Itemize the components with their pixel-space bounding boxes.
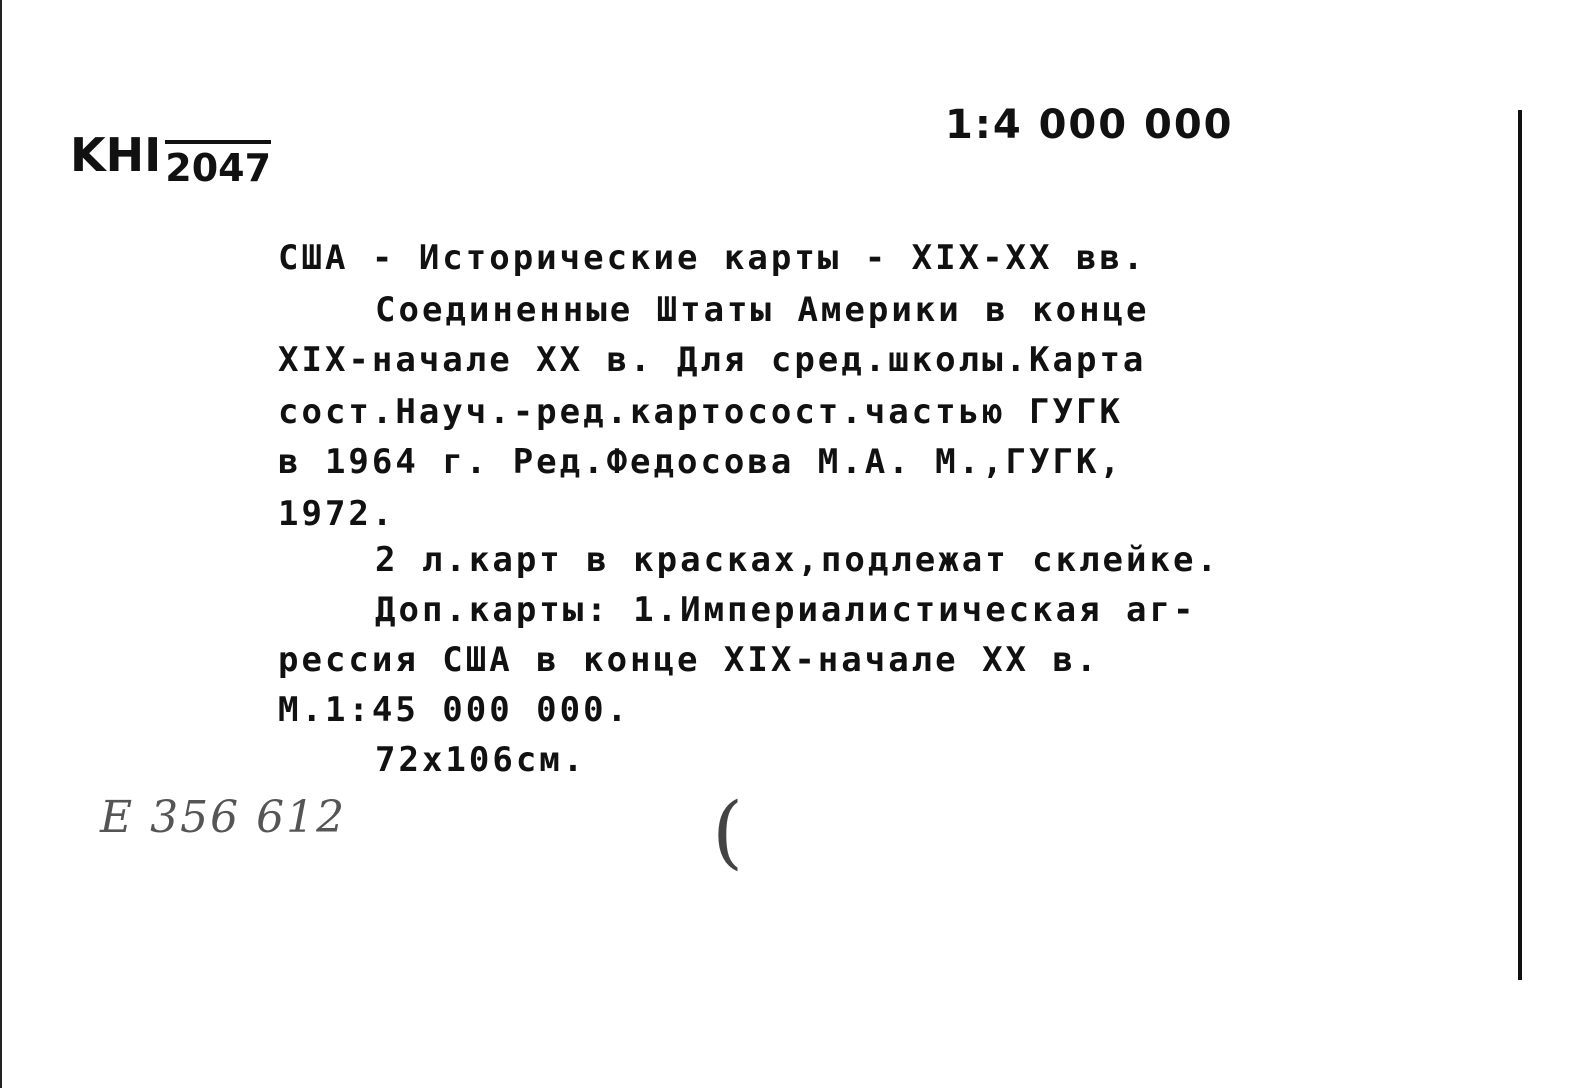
- publication-year: 1972.: [278, 494, 396, 534]
- title-line-3: сост.Науч.-ред.картосост.частью ГУГК: [278, 392, 1123, 432]
- call-number-prefix: KHI: [70, 128, 162, 182]
- additional-maps-scale: М.1:45 000 000.: [278, 690, 631, 730]
- call-number-value: 2047: [165, 140, 271, 190]
- additional-maps-line-1: Доп.карты: 1.Империалистическая аг-: [375, 590, 1197, 630]
- title-line-1: Соединенные Штаты Америки в конце: [375, 290, 1150, 330]
- card-right-rule: [1518, 110, 1522, 980]
- physical-description: 2 л.карт в красках,подлежат склейке.: [375, 540, 1220, 580]
- call-number: [70, 128, 272, 190]
- map-scale: 1:4 000 000: [945, 102, 1234, 148]
- pencil-mark: (: [712, 785, 744, 878]
- map-dimensions: 72x106см.: [375, 740, 587, 780]
- subject-heading: США - Исторические карты - XIX-XX вв.: [278, 238, 1147, 278]
- title-line-4: в 1964 г. Ред.Федосова М.А. М.,ГУГК,: [278, 442, 1123, 482]
- inventory-number: Е 356 612: [100, 792, 347, 843]
- title-line-2: XIX-начале XX в. Для сред.школы.Карта: [278, 340, 1147, 380]
- additional-maps-line-2: рессия США в конце XIX-начале XX в.: [278, 640, 1100, 680]
- card-left-border: [0, 0, 2, 1088]
